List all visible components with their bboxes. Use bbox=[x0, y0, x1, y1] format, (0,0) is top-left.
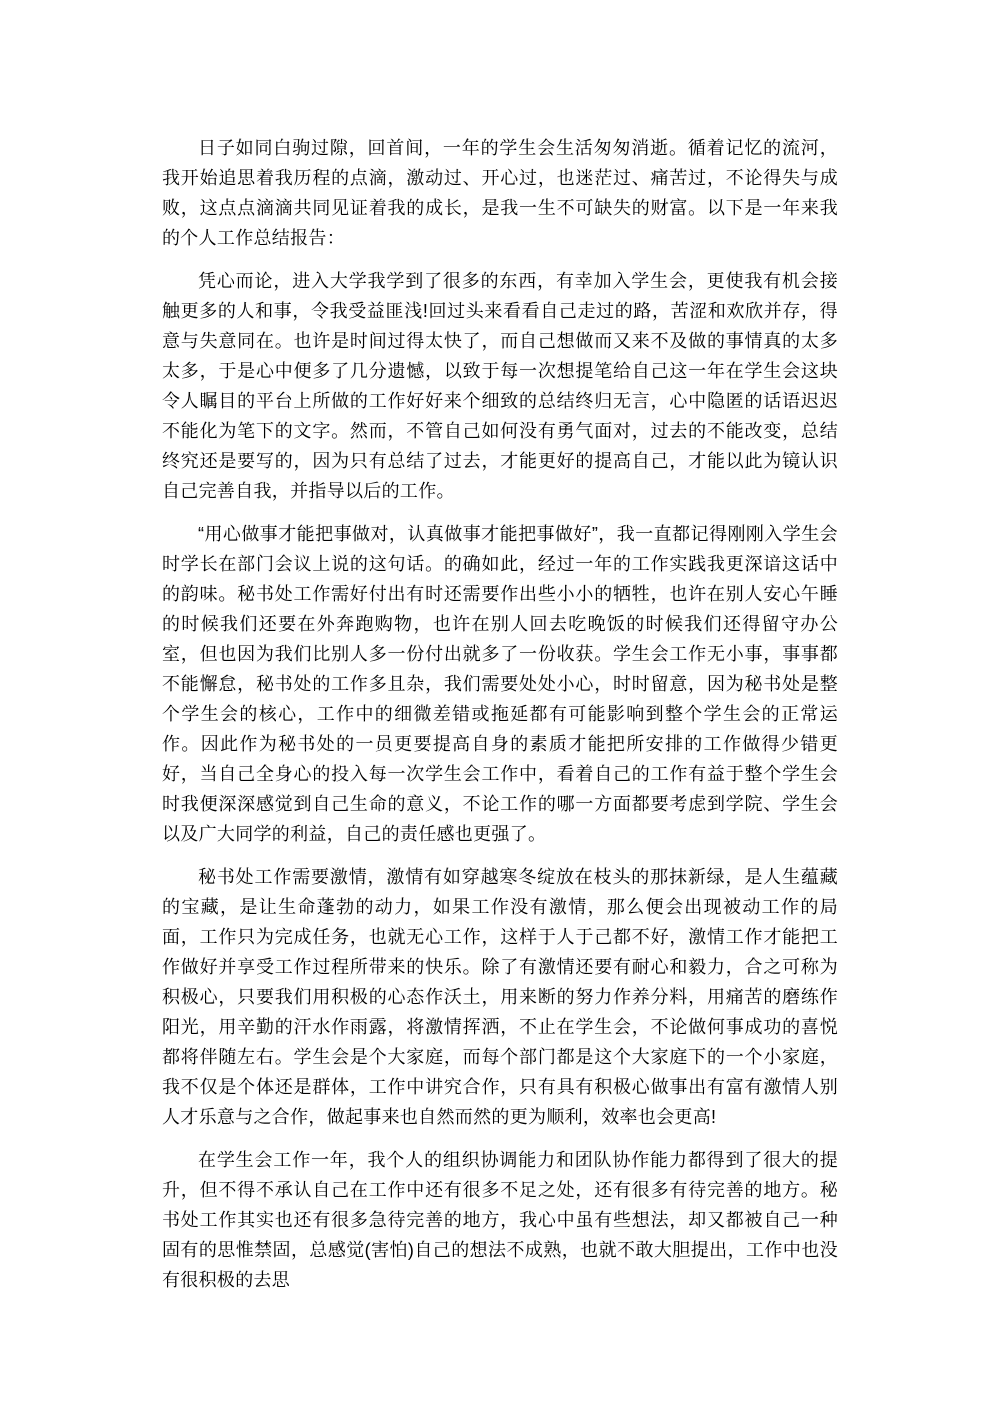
document-body bbox=[162, 133, 838, 1295]
paragraph-intro: 日子如同白驹过隙，回首间，一年的学生会生活匆匆消逝。循着记忆的流河，我开始追思着我历程的点滴，激动过、开心过，也迷茫过、痛苦过，不论得失与成败，这点点滴滴共同见证着我的成长，是我一生不可缺失的财富。以下是一年来我的个人工作总结报告： bbox=[162, 138, 838, 248]
paragraph-growth-shortcomings: 在学生会工作一年，我个人的组织协调能力和团队协作能力都得到了很大的提升，但不得不承认自己在工作中还有很多不足之处，还有很多有待完善的地方。秘书处工作其实也还有很多急待完善的地方，我心中虽有些想法，却又都被自己一种固有的思惟禁固，总感觉(害怕)自己的想法不成熟，也就不敢大胆提出，工作中也没有很积极的去思 bbox=[162, 1150, 838, 1290]
paragraph-passion: 秘书处工作需要激情，激情有如穿越寒冬绽放在枝头的那抹新绿，是人生蕴藏的宝藏，是让生命蓬勃的动力，如果工作没有激情，那么便会出现被动工作的局面，工作只为完成任务，也就无心工作，这样于人于己都不好，激情工作才能把工作做好并享受工作过程所带来的快乐。除了有激情还要有耐心和毅力，合之可称为积极心，只要我们用积极的心态作沃土，用来断的努力作养分料，用痛苦的磨练作阳光，用辛勤的汗水作雨露，将激情挥洒，不止在学生会，不论做何事成功的喜悦都将伴随左右。学生会是个大家庭，而每个部门都是这个大家庭下的一个小家庭，我不仅是个体还是群体，工作中讲究合作，只有具有积极心做事出有富有激情人别人才乐意与之合作，做起事来也自然而然的更为顺利，效率也会更高! bbox=[162, 867, 838, 1127]
paragraph-reflection: 凭心而论，进入大学我学到了很多的东西，有幸加入学生会，更使我有机会接触更多的人和事，令我受益匪浅!回过头来看看自己走过的路，苦涩和欢欣并存，得意与失意同在。也许是时间过得太快了，而自己想做而又来不及做的事情真的太多太多，于是心中便多了几分遗憾，以致于每一次想提笔给自己这一年在学生会这块令人瞩目的平台上所做的工作好好来个细致的总结终归无言，心中隐匿的话语迟迟不能化为笔下的文字。然而，不管自己如何没有勇气面对，过去的不能改变，总结终究还是要写的，因为只有总结了过去，才能更好的提高自己，才能以此为镜认识自己完善自我，并指导以后的工作。 bbox=[162, 271, 838, 501]
paragraph-secretariat-work: “用心做事才能把事做对，认真做事才能把事做好”，我一直都记得刚刚入学生会时学长在部门会议上说的这句话。的确如此，经过一年的工作实践我更深谙这话中的韵味。秘书处工作需好付出有时还需要作出些小小的牺牲，也许在别人安心午睡的时候我们还要在外奔跑购物，也许在别人回去吃晚饭的时候我们还得留守办公室，但也因为我们比别人多一份付出就多了一份收获。学生会工作无小事，事事都不能懈怠，秘书处的工作多且杂，我们需要处处小心，时时留意，因为秘书处是整个学生会的核心，工作中的细微差错或拖延都有可能影响到整个学生会的正常运作。因此作为秘书处的一员更要提高自身的素质才能把所安排的工作做得少错更好，当自己全身心的投入每一次学生会工作中，看着自己的工作有益于整个学生会时我便深深感觉到自己生命的意义，不论工作的哪一方面都要考虑到学院、学生会以及广大同学的利益，自己的责任感也更强了。 bbox=[162, 524, 838, 844]
